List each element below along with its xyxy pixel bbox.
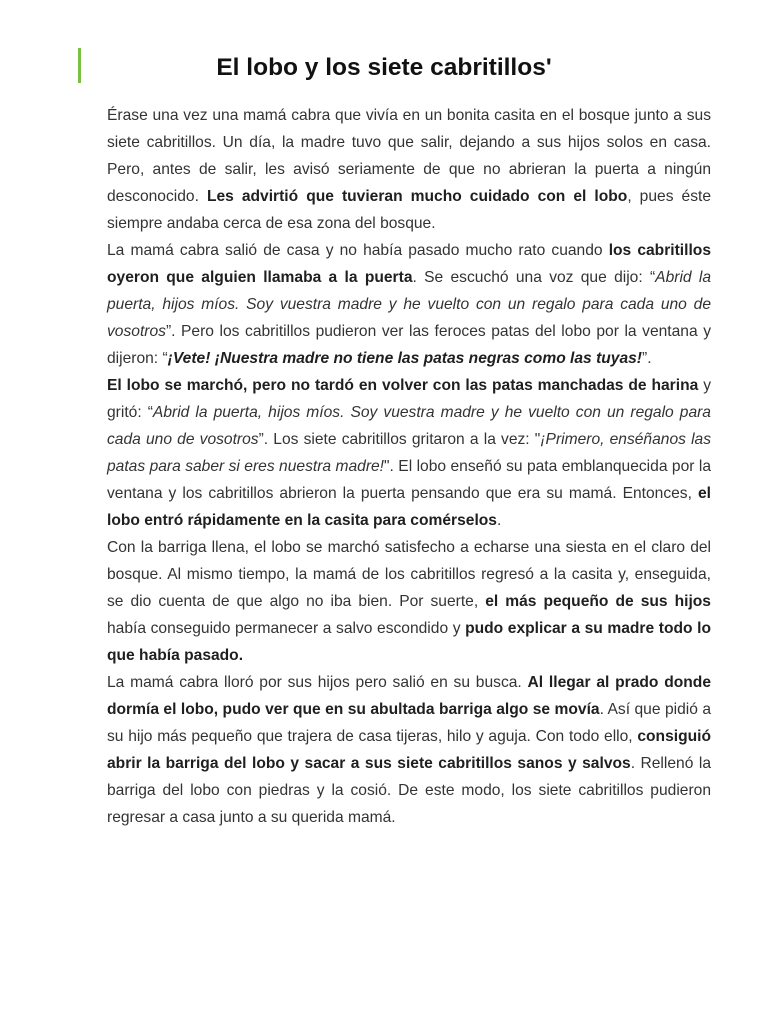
story-paragraph	[107, 102, 711, 237]
story-body	[107, 102, 711, 831]
paragraph-text: ”.	[642, 350, 652, 367]
paragraph-emphasis-text: Abrid la puerta, hijos míos. Soy vuestra madre y he vuelto con un regalo para cada uno de vosotros	[107, 404, 711, 448]
paragraph-text: ”. Pero los cabritillos pudieron ver las feroces patas del lobo por la ventana y dijeron: “	[107, 323, 711, 367]
paragraph-text: . Así que pidió a su hijo más pequeño que trajera de casa tijeras, hilo y aguja. Con todo ello,	[107, 701, 712, 745]
paragraph-emphasis-text: ¡Primero, enséñanos las patas para saber si eres nuestra madre!	[107, 431, 712, 475]
paragraph-text: .	[496, 512, 502, 529]
paragraph-emphasis-text: Les advirtió que tuvieran mucho cuidado con el lobo	[206, 188, 628, 205]
paragraph-emphasis-text: consiguió abrir la barriga del lobo y sacar a sus siete cabritillos sanos y salvos	[107, 728, 711, 772]
paragraph-emphasis-text: el más pequeño de sus hijos	[485, 593, 711, 610]
paragraph-emphasis-text: el lobo entró rápidamente en la casita para comérselos	[107, 485, 711, 529]
paragraph-text: Érase una vez una mamá cabra que vivía en un bonita casita en el bosque junto a sus siete cabritillos. Un día, la madre tuvo que salir, dejando a sus hijos solos en casa. Pero, antes de salir, les avisó seriamente de que no abrieran la puerta a ningún desconocido.	[107, 107, 711, 205]
paragraph-text: ”. Los siete cabritillos gritaron a la vez: "	[258, 431, 541, 448]
paragraph-text: La mamá cabra lloró por sus hijos pero salió en su busca.	[107, 674, 528, 691]
paragraph-emphasis-text: los cabritillos oyeron que alguien llamaba a la puerta	[107, 242, 711, 286]
paragraph-emphasis-text: El lobo se marchó, pero no tardó en volver con las patas manchadas de harina	[107, 377, 699, 394]
paragraph-text: , pues éste siempre andaba cerca de esa zona del bosque.	[107, 188, 711, 232]
paragraph-text: . Rellenó la barriga del lobo con piedras y la cosió. De este modo, los siete cabritillos pudieron regresar a casa junto a su querida mamá.	[107, 755, 711, 826]
paragraph-emphasis-text: Abrid la puerta, hijos míos. Soy vuestra madre y he vuelto con un regalo para cada uno de vosotros	[107, 269, 712, 340]
paragraph-text: Con la barriga llena, el lobo se marchó satisfecho a echarse una siesta en el claro del bosque. Al mismo tiempo, la mamá de los cabritillos regresó a la casita y, enseguida, se dio cuenta de que algo no iba bien. Por suerte,	[107, 539, 711, 610]
paragraph-emphasis-text: ¡Vete! ¡Nuestra madre no tiene las patas negras como las tuyas!	[167, 350, 642, 367]
paragraph-text: y gritó: “	[107, 377, 711, 421]
paragraph-text: ". El lobo enseñó su pata emblanquecida por la ventana y los cabritillos abrieron la puerta pensando que era su mamá. Entonces,	[107, 458, 711, 502]
page-title: El lobo y los siete cabritillos'	[216, 54, 552, 81]
paragraph-text: había conseguido permanecer a salvo escondido y	[107, 620, 466, 637]
story-paragraph	[107, 534, 711, 669]
paragraph-emphasis-text: pudo explicar a su madre todo lo que había pasado.	[107, 620, 711, 664]
story-paragraph	[107, 372, 711, 534]
paragraph-text: . Se escuchó una voz que dijo: “	[412, 269, 656, 286]
story-paragraph	[107, 669, 711, 831]
paragraph-emphasis-text: Al llegar al prado donde dormía el lobo, pudo ver que en su abultada barriga algo se movía	[107, 674, 712, 718]
story-paragraph	[107, 237, 711, 372]
paragraph-text: La mamá cabra salió de casa y no había pasado mucho rato cuando	[107, 242, 609, 259]
